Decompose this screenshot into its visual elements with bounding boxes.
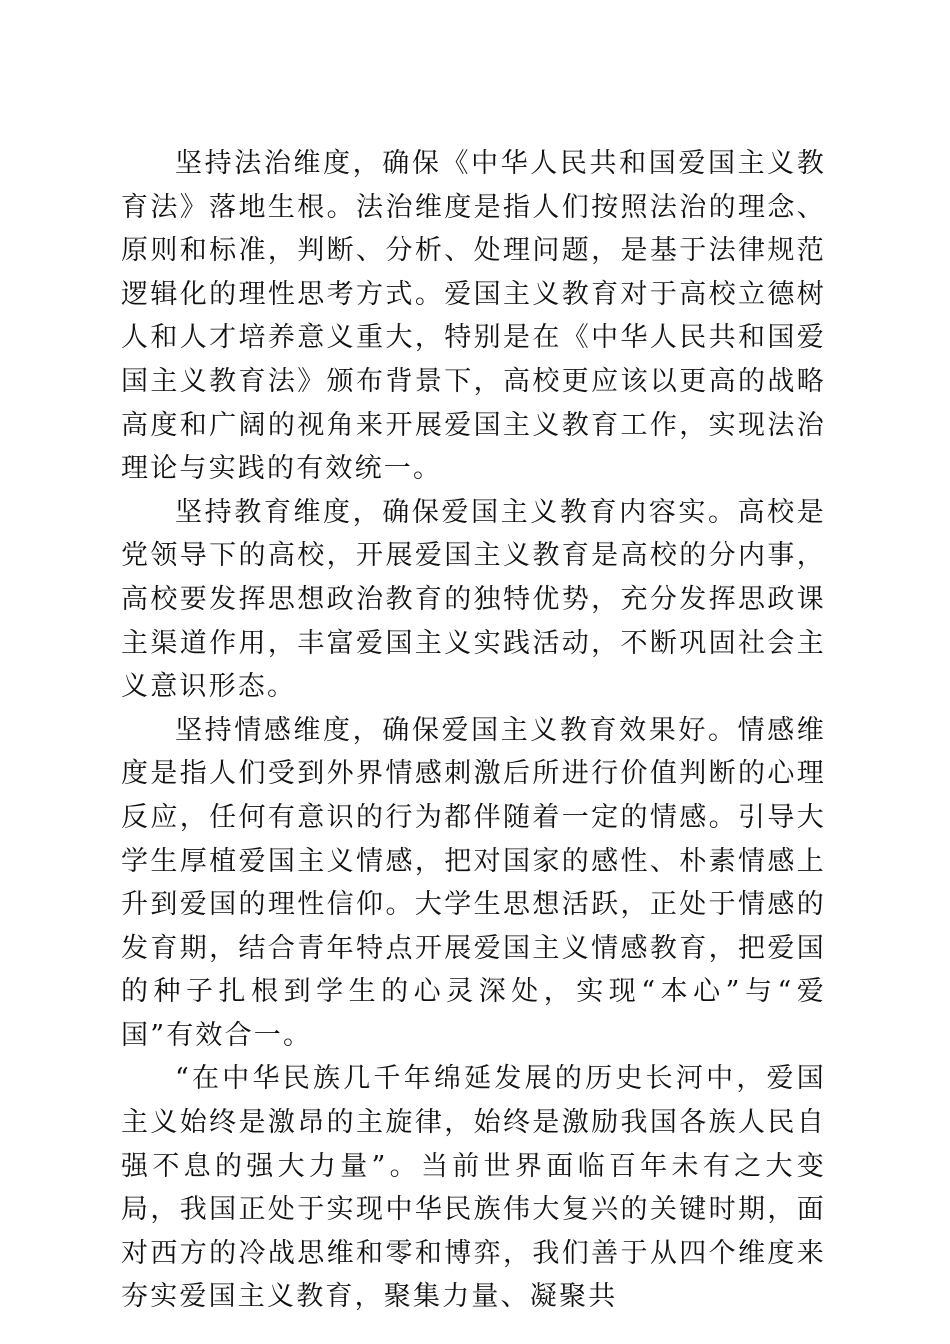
paragraph-conclusion: “在中华民族几千年绵延发展的历史长河中，爱国主义始终是激昂的主旋律，始终是激励我国各族人民自强不息的强大力量”。当前世界面临百年未有之大变局，我国正处于实现中华民族伟大复兴的关键时期，面对西方的冷战思维和零和博弈，我们善于从四个维度来夯实爱国主义教育，聚集力量、凝聚共 — [121, 1063, 826, 1313]
paragraph-rule-of-law: 坚持法治维度，确保《中华人民共和国爱国主义教育法》落地生根。法治维度是指人们按照法治的理念、原则和标准，判断、分析、处理问题，是基于法律规范逻辑化的理性思考方式。爱国主义教育对于高校立德树人和人才培养意义重大，特别是在《中华人民共和国爱国主义教育法》颁布背景下，高校更应该以更高的战略高度和广阔的视角来开展爱国主义教育工作，实现法治理论与实践的有效统一。 — [121, 148, 826, 485]
paragraph-emotion: 坚持情感维度，确保爱国主义教育效果好。情感维度是指人们受到外界情感刺激后所进行价值判断的心理反应，任何有意识的行为都伴随着一定的情感。引导大学生厚植爱国主义情感，把对国家的感性、朴素情感上升到爱国的理性信仰。大学生思想活跃，正处于情感的发育期，结合青年特点开展爱国主义情感教育，把爱国的种子扎根到学生的心灵深处，实现“本心”与“爱国”有效合一。 — [121, 714, 826, 1051]
document-body — [121, 142, 826, 1319]
paragraph-education: 坚持教育维度，确保爱国主义教育内容实。高校是党领导下的高校，开展爱国主义教育是高校的分内事，高校要发挥思想政治教育的独特优势，充分发挥思政课主渠道作用，丰富爱国主义实践活动，不断巩固社会主义意识形态。 — [121, 496, 826, 703]
